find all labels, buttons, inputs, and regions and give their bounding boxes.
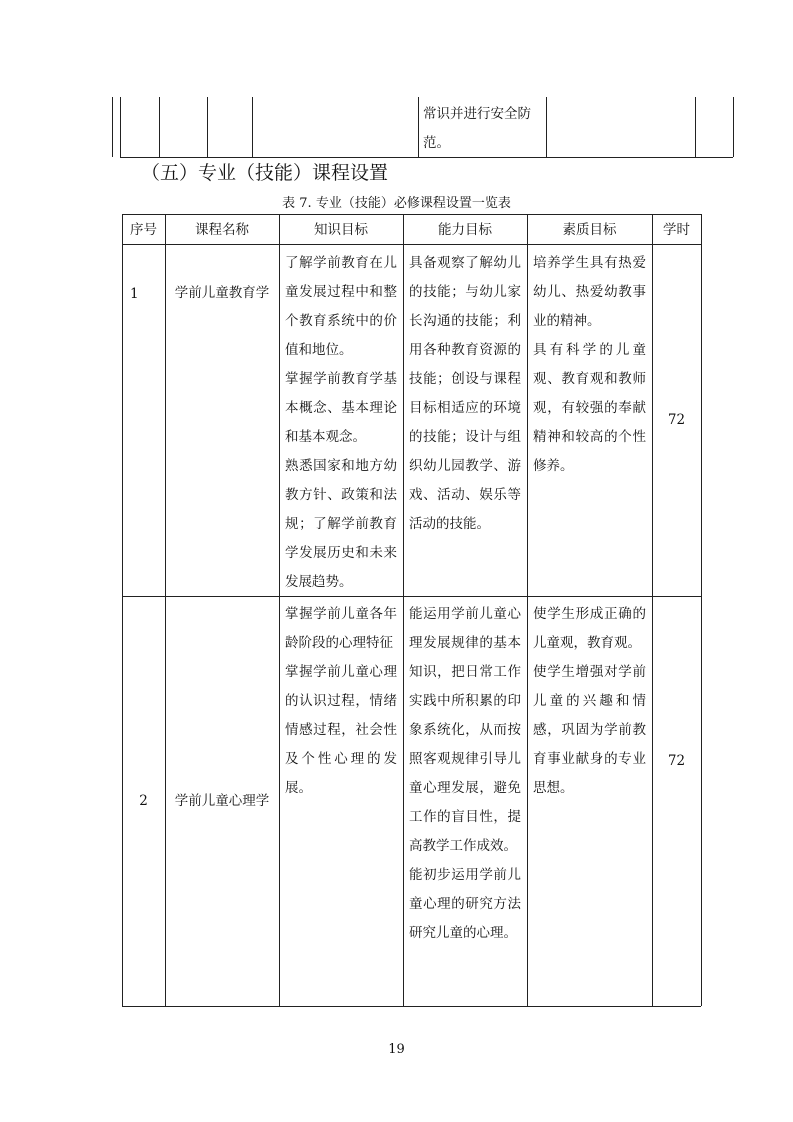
course-hours: 72	[667, 752, 686, 769]
course-name: 学前儿童教育学	[174, 285, 270, 301]
quality-objectives	[533, 600, 646, 803]
objective-paragraph: 培养学生具有热爱幼儿、热爱幼教事业的精神。	[533, 255, 646, 329]
objective-paragraph: 熟悉国家和地方幼教方针、政策和法规；了解学前教育学发展历史和未来发展趋势。	[285, 458, 397, 590]
objective-paragraph: 了解学前教育在儿童发展过程中和整个教育系统中的价值和地位。	[285, 255, 397, 358]
knowledge-objectives	[285, 600, 397, 803]
header-quality: 素质目标	[562, 222, 617, 238]
page-number: 19	[388, 1042, 405, 1057]
objective-paragraph: 能初步运用学前儿童心理的研究方法研究儿童的心理。	[409, 867, 521, 941]
header-knowledge: 知识目标	[314, 222, 368, 238]
objective-paragraph: 掌握学前儿童心理的认识过程，情绪情感过程，社会性及个性心理的发展。	[285, 664, 397, 796]
header-course-name: 课程名称	[195, 222, 249, 238]
ability-objectives	[409, 249, 521, 539]
ability-objectives	[409, 600, 521, 948]
quality-objectives	[533, 249, 646, 481]
table-caption: 表 7. 专业（技能）必修课程设置一览表	[282, 196, 511, 211]
header-no: 序号	[130, 222, 157, 238]
header-hours: 学时	[663, 222, 690, 238]
objective-paragraph: 能运用学前儿童心理发展规律的基本知识，把日常工作实践中所积累的印象系统化，从而按照客观规律引导儿童心理发展，避免工作的盲目性，提高教学工作成效。	[409, 606, 521, 854]
row-number: 1	[130, 286, 139, 302]
top-table-cell-text	[423, 100, 541, 158]
knowledge-objectives	[285, 249, 397, 597]
objective-paragraph: 使学生形成正确的儿童观，教育观。	[533, 606, 646, 651]
objective-paragraph: 掌握学前教育学基本概念、基本理论和基本观念。	[285, 371, 397, 445]
objective-paragraph: 具有科学的儿童观、教育观和教师观，有较强的奉献精神和较高的个性修养。	[533, 342, 646, 474]
course-name: 学前儿童心理学	[174, 793, 270, 809]
objective-paragraph: 具备观察了解幼儿的技能；与幼儿家长沟通的技能；利用各种教育资源的技能；创设与课程目标相适应的环境的技能；设计与组织幼儿园教学、游戏、活动、娱乐等活动的技能。	[409, 255, 521, 532]
objective-paragraph: 使学生增强对学前儿童的兴趣和情感，巩固为学前教育事业献身的专业思想。	[533, 664, 646, 796]
top-table-line: 常识并进行安全防	[423, 106, 531, 122]
objective-paragraph: 掌握学前儿童各年龄阶段的心理特征	[285, 606, 397, 651]
header-ability: 能力目标	[438, 222, 492, 238]
row-number: 2	[139, 793, 148, 809]
section-heading: （五）专业（技能）课程设置	[141, 162, 389, 184]
top-table-line: 范。	[423, 135, 450, 151]
course-hours: 72	[667, 412, 686, 428]
